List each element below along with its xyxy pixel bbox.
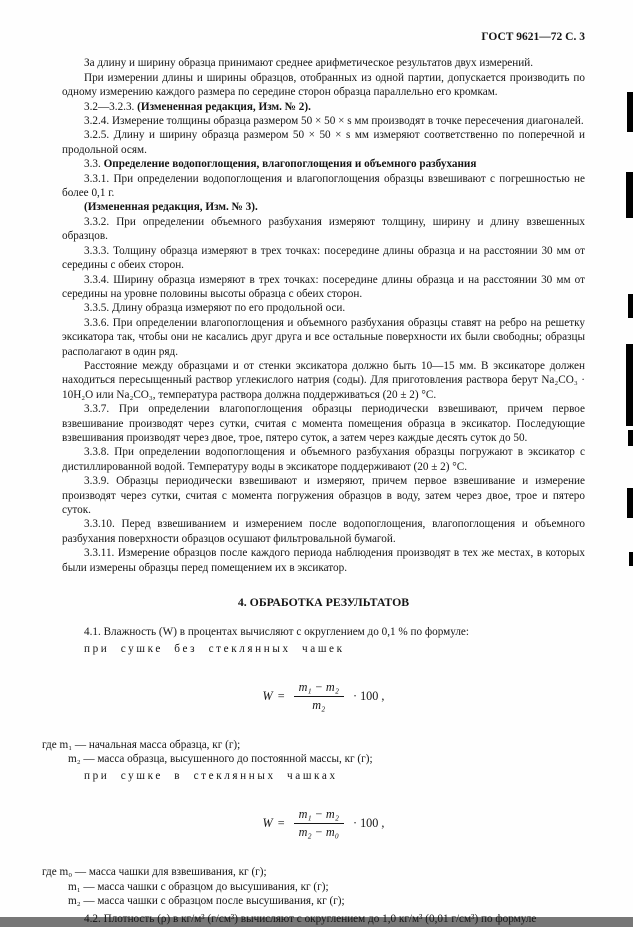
scan-artifact (628, 294, 633, 318)
where-label: где (42, 739, 57, 752)
paragraph: 3.3.5. Длину образца измеряют по его продольной оси. (84, 302, 346, 315)
clause-number: 3.2—3.2.3. (84, 100, 135, 113)
scan-artifact (628, 430, 633, 446)
amendment-note: (Измененная редакция, Изм. № 3). (84, 201, 258, 214)
clause-number: 3.3. (84, 158, 101, 171)
where-item: m₁ — масса чашки с образцом до высушивания, кг (г); (68, 880, 329, 893)
paragraph: 3.3.2. При определении объемного разбухания измеряют толщину, ширину и длину взвешенных образцов. (62, 215, 585, 243)
paragraph: 3.3.4. Ширину образца измеряют в трех точках: посередине длины образца и на расстоянии 30 мм от середины на уровне половины высоты образца с обеих сторон. (62, 273, 585, 300)
paragraph: 3.3.3. Толщину образца измеряют в трех точках: посередине длины образца и на расстоянии 30 мм от середины с обеих сторон. (62, 244, 585, 272)
paragraph: 3.3.6. При определении влагопоглощения и объемного разбухания образцы ставят на ребро на решетку эксикатора так, чтобы они не касались друг друга и все остальные поверхности их были свободны; образцы располагают в один ряд. (62, 316, 585, 358)
where-label: где (42, 866, 57, 879)
fraction-numerator: m₁ − m₂ (294, 680, 344, 696)
fraction-numerator: m₁ − m₂ (294, 807, 344, 823)
case-label-no-dish: при сушке без стеклянных чашек (84, 642, 345, 655)
formula-variable: W (262, 815, 273, 830)
subsection-heading (62, 157, 585, 171)
formula-multiplier: · 100 , (352, 815, 385, 830)
scan-artifact (626, 344, 633, 426)
where-item: m₂ — масса чашки с образцом после высушивания, кг (г); (68, 894, 345, 907)
formula-moisture-without-dishes (62, 680, 585, 712)
page-header (62, 30, 585, 44)
amendment-note: (Измененная редакция, Изм. № 2). (137, 100, 311, 113)
subsection-title: Определение водопоглощения, влагопоглощения и объемного разбухания (103, 158, 477, 171)
paragraph: 4.2. Плотность (ρ) в кг/м³ (г/см³) вычисляют с округлением до 1,0 кг/м³ (0,01 г/см³) по формуле (84, 913, 537, 926)
paragraph: 3.3.8. При определении водопоглощения и объемного разбухания образцы погружают в эксикатор с дистиллированной водой. Температуру воды в эксикаторе поддерживают (20 ± 2) °С. (62, 446, 585, 473)
paragraph: 3.2.4. Измерение толщины образца размером 50 × 50 × s мм производят в точке пересечения диагоналей. (84, 115, 584, 128)
fraction-denominator: m₂ (312, 697, 326, 712)
case-label-with-dishes: при сушке в стеклянных чашках (84, 769, 338, 782)
scan-artifact (626, 172, 633, 218)
where-definition (42, 738, 585, 752)
equals-sign: = (277, 815, 285, 830)
where-item: m₂ — масса образца, высушенного до постоянной массы, кг (г); (68, 753, 373, 766)
paragraph: 3.2.5. Длину и ширину образца размером 50 × 50 × s мм измеряют соответственно по поперечной и продольной осям. (62, 129, 585, 156)
paragraph: 3.3.9. Образцы периодически взвешивают и измеряют, причем первое взвешивание и измерение производят через сутки, считая с момента погружения образцов в воду, затем через двое, трое и пятеро суток. (62, 475, 585, 516)
scan-artifact (629, 552, 633, 566)
paragraph: За длину и ширину образца принимают среднее арифметическое результатов двух измерений. (84, 57, 534, 70)
paragraph: При измерении длины и ширины образцов, отобранных из одной партии, допускается производить по одному измерению каждого размера по середине сторон образца параллельно его кромкам. (62, 71, 585, 99)
formula-multiplier: · 100 , (352, 688, 385, 703)
paragraph: 3.3.10. Перед взвешиванием и измерением после водопоглощения, влагопоглощения и объемного разбухания поверхности образцов осушают фильтровальной бумагой. (62, 518, 585, 545)
scan-artifact (627, 92, 633, 132)
doc-reference: ГОСТ 9621—72 С. 3 (481, 31, 585, 43)
fraction-denominator: m₂ − m₀ (298, 824, 339, 839)
paragraph: 3.3.7. При определении влагопоглощения образцы периодически взвешивают, причем первое взвешивание производят через сутки, считая с момента помещения образца в эксикатор. Последующие взвешивания производят через двое, трое, пятеро суток, а затем через каждые десять суток до 50. (62, 403, 585, 444)
paragraph: Расстояние между образцами и от стенки эксикатора должно быть 10—15 мм. В эксикаторе должен находиться пересыщенный раствор углекислого натрия (соды). Для приготовления раствора берут Na₂CO₃ · 10H₂O или Na₂CO₃, температура раствора должна поддерживаться (20 ± 2) °С. (62, 359, 585, 401)
formula-variable: W (262, 688, 273, 703)
paragraph: 3.3.1. При определении водопоглощения и влагопоглощения образцы взвешивают с погрешностью не более 0,1 г. (62, 172, 585, 200)
paragraph-amendment (62, 100, 585, 114)
fraction (294, 680, 344, 712)
paragraph: 4.1. Влажность (W) в процентах вычисляют с округлением до 0,1 % по формуле: (84, 626, 469, 639)
scan-artifact (627, 488, 633, 518)
equals-sign: = (277, 688, 285, 703)
fraction (294, 807, 344, 839)
where-definition (42, 865, 585, 879)
where-item: m₀ — масса чашки для взвешивания, кг (г); (59, 866, 267, 879)
where-item: m₁ — начальная масса образца, кг (г); (59, 739, 241, 752)
paragraph: 3.3.11. Измерение образцов после каждого периода наблюдения производят в тех же местах, в которых были измерены образцы перед помещением их в эксикатор. (62, 547, 585, 574)
formula-moisture-with-dishes (62, 807, 585, 839)
section-heading: 4. ОБРАБОТКА РЕЗУЛЬТАТОВ (237, 595, 410, 610)
